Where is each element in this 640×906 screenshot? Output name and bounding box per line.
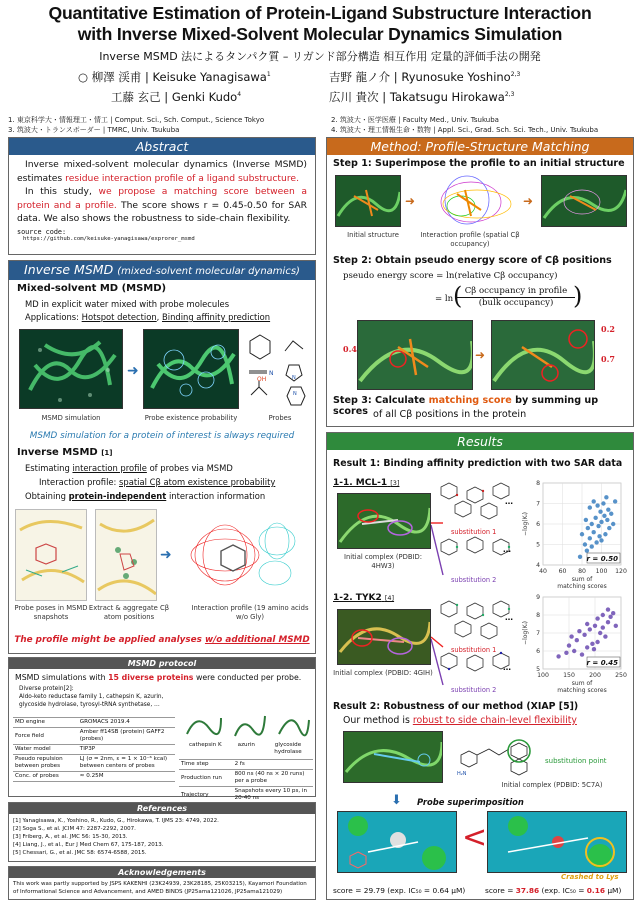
reference-item: [3] Friberg, A., et al. JMC 56: 15-30, 2013.	[13, 834, 128, 840]
protocol-key: Force field	[13, 728, 78, 745]
arrow-right-icon-5: ➜	[475, 348, 486, 362]
diverse-protein-label: Diverse protein[2]:	[19, 686, 74, 692]
protocol-key: Water model	[13, 745, 78, 755]
data-point	[575, 638, 579, 642]
paren-open: (	[453, 282, 463, 310]
author-3: 工藤 玄己 | Genki Kudo$^4$	[111, 89, 242, 104]
inverse-msmd-title: Inverse MSMD [1]	[17, 447, 113, 458]
protocol-value: LJ (σ = 2nm, ε = 1 × 10⁻⁶ kcal) between centers of probes	[78, 755, 175, 772]
y-axis-label: −log(Kᵢ)	[522, 621, 529, 645]
msmd-always-required-note: MSMD simulation for a protein of interest is always required	[29, 431, 295, 441]
data-point	[599, 538, 603, 542]
data-point	[580, 652, 584, 656]
y-tick-label: 6	[536, 521, 540, 528]
inverse-line-1: Estimating interaction profile of probes via MSMD	[25, 463, 233, 473]
y-tick-label: 9	[536, 594, 540, 601]
result-2: Result 2: Robustness of our method (XIAP [5])	[333, 701, 579, 712]
msmd-protocol-panel	[8, 657, 316, 801]
data-point	[596, 524, 600, 528]
data-point	[601, 501, 605, 505]
value-0-7: 0.7	[601, 354, 615, 364]
data-point	[609, 512, 613, 516]
step-2: Step 2: Obtain pseudo energy score of Cβ positions	[333, 255, 612, 266]
y-tick-label: 7	[536, 630, 540, 637]
data-point	[592, 499, 596, 503]
y-axis-label: −log(Kᵢ)	[522, 512, 529, 536]
value-0-2: 0.2	[601, 324, 615, 334]
xiap-probe-left-image	[337, 811, 457, 873]
x-tick-label: 40	[539, 568, 547, 575]
score-right: score = 37.86 (exp. IC₅₀ = 0.16 μM)	[485, 886, 622, 895]
protocol-row	[179, 787, 313, 804]
data-point	[585, 622, 589, 626]
affiliation-4: 4. 筑波大・理工情報生命・数物 | Appl. Sci., Grad. Sch. Sci. Tech., Univ. Tsukuba	[331, 126, 599, 134]
x-axis-label: matching scores	[557, 687, 607, 694]
data-point	[583, 542, 587, 546]
svg-text:N: N	[293, 391, 297, 397]
method-panel	[326, 137, 634, 427]
cbeta-positions-image-2	[491, 320, 595, 390]
abstract-text-2: In this study, we propose a matching score between a protein and a profile. The score shows r = 0.45-0.50 for SAR data. We also shows the robustness to side-chain flexibility.	[17, 186, 308, 224]
protocol-row	[13, 772, 175, 782]
protocol-value: TIP3P	[78, 745, 175, 755]
source-code-url[interactable]: https://github.com/keisuke-yanagisawa/exprorer_msmd	[23, 236, 195, 242]
data-point	[603, 634, 607, 638]
y-tick-label: 4	[536, 562, 540, 569]
caption-probe-existence: Probe existence probability	[144, 414, 238, 422]
data-point	[590, 544, 594, 548]
data-point	[599, 520, 603, 524]
data-point	[595, 503, 599, 507]
author-2: 吉野 龍ノ介 | Ryunosuke Yoshino$^{2,3}$	[329, 69, 521, 84]
y-tick-label: 8	[536, 480, 540, 487]
data-point	[584, 518, 588, 522]
protocol-value: 800 ns (40 ns × 20 runs) per a probe	[233, 770, 313, 787]
data-point	[572, 649, 576, 653]
protocol-row	[13, 745, 175, 755]
protocol-value: ≈ 0.25M	[78, 772, 175, 782]
data-point	[614, 624, 618, 628]
probe-structures	[245, 329, 315, 409]
probe-superimposition-label: Probe superimposition	[417, 797, 524, 807]
abstract-header: Abstract	[9, 138, 315, 155]
data-point	[607, 526, 611, 530]
reference-item: [5] Chessari, G., et al. JMC 58: 6574-6588, 2015.	[13, 850, 147, 856]
step-3: Step 3: Calculate matching score by summing up scores	[333, 395, 599, 417]
ack-header: Acknowledgements	[9, 867, 315, 878]
inverse-line-3: Obtaining protein-independent interaction information	[25, 491, 266, 501]
protein-structures-image	[181, 708, 313, 742]
data-point	[582, 633, 586, 637]
tyk2-initial-complex-caption: Initial complex (PDBID: 4GIH)	[333, 669, 433, 677]
value-0-4: 0.4	[343, 344, 357, 354]
y-tick-label: 7	[536, 500, 540, 508]
initial-structure-image	[335, 175, 401, 227]
data-point	[578, 555, 582, 559]
mcl1-scatter-chart	[521, 477, 631, 599]
caption-msmd-simulation: MSMD simulation	[41, 414, 101, 422]
x-tick-label: 120	[615, 568, 627, 575]
tyk2-more-dots-2: …	[503, 663, 511, 672]
protocol-table-2	[179, 759, 313, 804]
data-point	[602, 514, 606, 518]
data-point	[590, 642, 594, 646]
caption-interaction-profile-spatial: Interaction profile (spatial Cβ occupancy)	[420, 231, 520, 248]
ack-text: This work was partly supported by JSPS KAKENHI (23K24939, 23K28185, 25K03215), Kayamori Foundation of Informational Science and Advancement, and AMED BINDS (JP25ama121026, JP25ama121029)	[13, 881, 307, 895]
extract-cbeta-image	[95, 509, 157, 601]
y-tick-label: 6	[536, 648, 540, 655]
affiliation-3: 3. 筑波大・トランスボーダー | TMRC, Univ. Tsukuba	[8, 126, 180, 134]
protocol-value: 2 fs	[233, 760, 313, 770]
x-tick-label: 60	[558, 568, 567, 575]
xiap-ligand-structure	[455, 733, 545, 779]
data-point	[597, 534, 601, 538]
reference-item: [1] Yanagisawa, K., Yoshino, R., Kudo, G., Hirokawa, T. IJMS 23: 4749, 2022.	[13, 818, 219, 824]
data-point	[590, 522, 594, 526]
tyk2-more-dots: …	[505, 613, 513, 622]
x-axis-label: sum of	[571, 680, 593, 687]
x-tick-label: 80	[578, 568, 586, 575]
results-header: Results	[327, 433, 633, 450]
equation-2-lhs: = ln	[435, 294, 454, 304]
data-point	[605, 518, 609, 522]
data-point	[592, 647, 596, 651]
y-tick-label: 8	[536, 612, 540, 619]
correlation-annotation: r = 0.50	[586, 555, 618, 563]
protocol-row	[179, 770, 313, 787]
diverse-protein-list: Aldo-keto reductase family 1, cathepsin K, azurin, glycoside hydrolase, tyrosyl-tRNA synthetase, …	[19, 694, 164, 708]
mcl1-connectors	[431, 505, 445, 585]
protocol-intro: MSMD simulations with 15 diverse proteins were conducted per probe.	[15, 673, 302, 682]
protocol-table-1	[13, 717, 175, 782]
paren-close: )	[573, 282, 583, 310]
equation-1: pseudo energy score = ln(relative Cβ occupancy)	[343, 271, 558, 281]
reference-list	[9, 814, 315, 857]
data-point	[601, 625, 605, 629]
reference-item: [2] Soga S., et al. JCIM 47: 2287-2292, 2007.	[13, 826, 136, 832]
result-2-line: Our method is robust to side chain-level flexibility	[343, 715, 577, 726]
superimposed-image	[541, 175, 627, 227]
x-axis-label: matching scores	[557, 583, 607, 590]
inverse-msmd-panel	[8, 260, 316, 654]
arrow-right-icon-3: ➜	[405, 194, 416, 208]
protocol-key: MD engine	[13, 718, 78, 728]
arrow-down-icon: ⬇	[391, 793, 402, 808]
score-left: score = 29.79 (exp. IC₅₀ = 0.64 μM)	[333, 886, 466, 895]
abstract-text: Inverse mixed-solvent molecular dynamics (Inverse MSMD) estimates residue interaction profile of a ligand substructure.	[17, 159, 307, 184]
msmd-line-1: MD in explicit water mixed with probe molecules	[25, 299, 230, 309]
data-point	[588, 505, 592, 509]
protocol-key: Conc. of probes	[13, 772, 78, 782]
tyk2-label: 1-2. TYK2 [4]	[333, 593, 395, 603]
cbeta-positions-image-1	[357, 320, 473, 390]
protein-captions: cathepsin K azurin glycoside hydrolase	[188, 742, 302, 755]
data-point	[577, 629, 581, 633]
less-than-symbol: <	[462, 820, 488, 855]
tyk2-substitutions-image	[437, 595, 521, 691]
arrow-right-icon-2: ➜	[160, 547, 172, 563]
y-tick-label: 5	[536, 541, 540, 549]
step-3-cont: of all Cβ positions in the protein	[373, 409, 527, 420]
abstract-panel	[8, 137, 316, 255]
protocol-value: Amber ff14SB (protein) GAFF2 (probes)	[78, 728, 175, 745]
protocol-value: Snapshots every 10 ps, in 20-40 ns	[233, 787, 313, 804]
step-1: Step 1: Superimpose the profile to an initial structure	[333, 158, 625, 169]
svg-text:N: N	[292, 375, 296, 381]
data-point	[585, 548, 589, 552]
affiliation-1: 1. 東京科学大・情報理工・情工 | Comput. Sci., Sch. Comput., Science Tokyo	[8, 116, 265, 124]
data-point	[606, 607, 610, 611]
y-tick-label: 5	[536, 666, 540, 673]
acknowledgements-panel	[8, 866, 316, 900]
mcl1-more-dots: …	[505, 497, 513, 506]
result-1: Result 1: Binding affinity prediction with two SAR data	[333, 458, 623, 469]
x-axis-label: sum of	[571, 576, 593, 583]
correlation-annotation: r = 0.45	[586, 659, 618, 667]
x-tick-label: 100	[537, 672, 549, 679]
msmd-line-2: Applications: Hotspot detection, Binding affinity prediction	[25, 312, 271, 322]
mcl1-complex-image	[337, 493, 431, 549]
tyk2-substitution-2: substitution 2	[451, 686, 497, 694]
data-point	[585, 645, 589, 649]
data-point	[556, 654, 560, 658]
mcl1-more-dots-2: …	[503, 545, 511, 554]
data-point	[611, 611, 615, 615]
x-tick-label: 150	[563, 672, 575, 679]
data-point	[613, 499, 617, 503]
protocol-header: MSMD protocol	[9, 658, 315, 669]
data-point	[567, 643, 571, 647]
svg-text:OH: OH	[257, 376, 267, 383]
interaction-profile-image	[177, 509, 313, 601]
x-tick-label: 200	[589, 672, 601, 679]
caption-extract-aggregate: Extract & aggregate Cβ atom positions	[88, 604, 170, 621]
data-point	[608, 615, 612, 619]
crashed-label: Crashed to Lys	[561, 873, 619, 881]
mcl1-label: 1-1. MCL-1 [3]	[333, 478, 400, 488]
protocol-value: GROMACS 2019.4	[78, 718, 175, 728]
svg-text:H₂N: H₂N	[457, 771, 467, 777]
msmd-simulation-image	[19, 329, 123, 409]
poster-title-line1: Quantitative Estimation of Protein-Ligand Substructure Interaction	[48, 3, 592, 23]
data-point	[569, 634, 573, 638]
profile-applied-note: The profile might be applied analyses w/o additional MSMD	[14, 635, 310, 645]
x-tick-label: 250	[615, 672, 627, 679]
protocol-row	[13, 718, 175, 728]
arrow-right-icon-4: ➜	[523, 194, 534, 208]
tyk2-scatter-chart	[521, 591, 631, 703]
data-point	[592, 530, 596, 534]
data-point	[586, 526, 590, 530]
msmd-title: Mixed-solvent MD (MSMD)	[17, 283, 167, 294]
author-4: 広川 貴次 | Takatsugu Hirokawa$^{2,3}$	[329, 89, 515, 104]
data-point	[595, 616, 599, 620]
data-point	[606, 507, 610, 511]
xiap-initial-complex-caption: Initial complex (PDBID: 5C7A)	[501, 781, 603, 789]
tyk2-complex-image	[337, 609, 431, 665]
xiap-probe-right-image	[487, 811, 627, 873]
data-point	[593, 624, 597, 628]
caption-probe-poses: Probe poses in MSMD snapshots	[14, 604, 88, 621]
author-1: ○ 柳澤 渓甫 | Keisuke Yanagisawa$^1$	[78, 69, 271, 84]
equation-2-fraction: Cβ occupancy in profile (bulk occupancy)	[457, 286, 575, 309]
affiliation-2: 2. 筑波大・医学医療 | Faculty Med., Univ. Tsukuba	[331, 116, 499, 124]
mcl1-substitution-1: substitution 1	[451, 528, 497, 536]
data-point	[598, 510, 602, 514]
protocol-key: Production run	[179, 770, 233, 787]
data-point	[601, 613, 605, 617]
source-code-label: source code:	[17, 227, 67, 236]
protocol-row	[13, 728, 175, 745]
data-point	[580, 532, 584, 536]
protocol-row	[13, 755, 175, 772]
caption-probes: Probes	[268, 414, 292, 422]
data-point	[594, 540, 598, 544]
protocol-key: Pseudo repulsion between probes	[13, 755, 78, 772]
x-tick-label: 100	[595, 568, 608, 575]
mcl1-substitutions-image	[437, 477, 521, 573]
probe-poses-image	[15, 509, 87, 601]
caption-initial-structure: Initial structure	[347, 231, 399, 239]
data-point	[603, 532, 607, 536]
caption-interaction-profile: Interaction profile (19 amino acids w/o Gly)	[191, 604, 309, 621]
protocol-row	[179, 760, 313, 770]
data-point	[593, 516, 597, 520]
results-panel	[326, 432, 634, 900]
references-header: References	[9, 803, 315, 814]
substitution-point-label: substitution point	[545, 757, 607, 765]
japanese-title: Inverse MSMD 法によるタンパク質 – リガンド部分構造 相互作用 定量的評価手法の開発	[99, 50, 541, 63]
probe-existence-image	[143, 329, 239, 409]
tyk2-connectors	[431, 623, 445, 693]
data-point	[588, 536, 592, 540]
protocol-key: Trajectory	[179, 787, 233, 804]
poster-title-line2: with Inverse Mixed-Solvent Molecular Dynamics Simulation	[77, 24, 563, 44]
data-point	[604, 495, 608, 499]
data-point	[595, 640, 599, 644]
data-point	[611, 522, 615, 526]
xiap-complex-image	[343, 731, 443, 783]
data-point	[606, 620, 610, 624]
arrow-right-icon: ➜	[127, 363, 139, 379]
references-panel	[8, 802, 316, 862]
mcl1-substitution-2: substitution 2	[451, 576, 497, 584]
svg-text:N: N	[269, 370, 274, 377]
mcl1-initial-complex-caption: Initial complex (PDBID: 4HW3)	[343, 553, 423, 570]
reference-item: [4] Liang, J., et al., Eur J Med Chem 67, 175-187, 2013.	[13, 842, 164, 848]
data-point	[588, 627, 592, 631]
protocol-key: Time step	[179, 760, 233, 770]
tyk2-substitution-1: substitution 1	[451, 646, 497, 654]
data-point	[564, 651, 568, 655]
data-point	[598, 631, 602, 635]
interaction-profile-cbeta-image	[421, 172, 521, 230]
inverse-msmd-header: Inverse MSMD (mixed-solvent molecular dynamics)	[9, 261, 315, 280]
method-header: Method: Profile-Structure Matching	[327, 138, 633, 155]
inverse-line-2: Interaction profile: spatial Cβ atom existence probability	[39, 477, 276, 487]
